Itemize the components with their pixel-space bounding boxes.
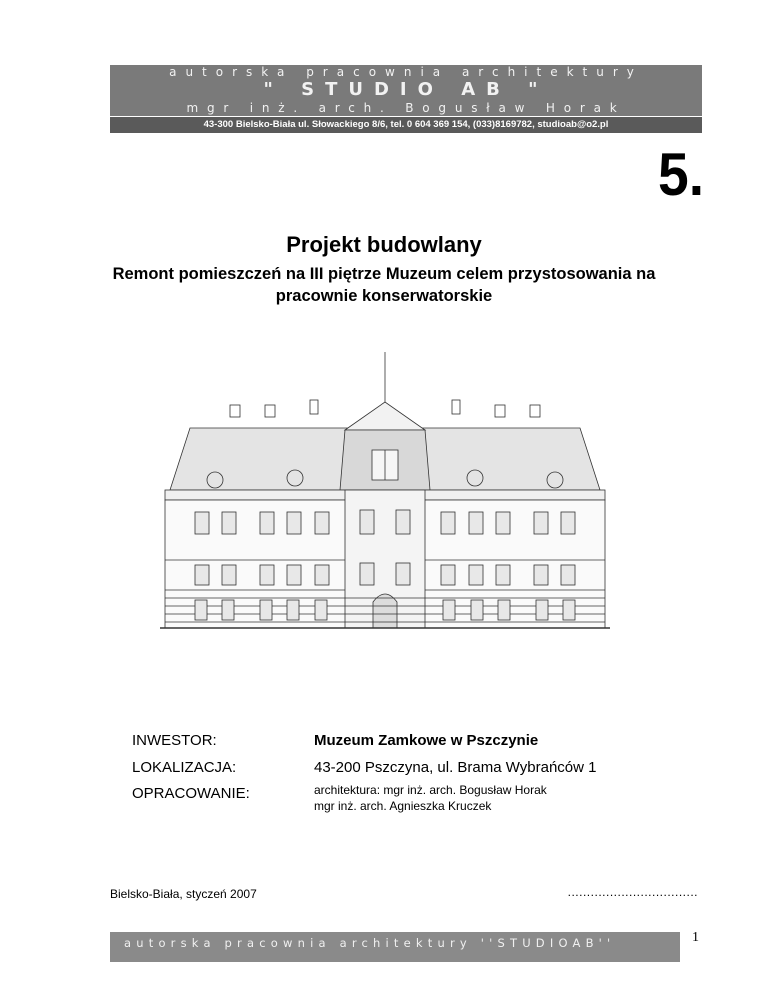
signature-line: ..................................: [567, 885, 698, 899]
header-studio-name: " STUDIO AB ": [110, 80, 702, 100]
prepared-by-label: OPRACOWANIE:: [132, 785, 250, 802]
location-value: 43-200 Pszczyna, ul. Brama Wybrańców 1: [314, 759, 597, 776]
header-address: 43-300 Bielsko-Biała ul. Słowackiego 8/6, tel. 0 604 369 154, (033)8169782, studioab@o2.pl: [110, 117, 702, 133]
page-number: 1: [692, 930, 699, 945]
building-facade-illustration: [160, 350, 610, 632]
document-number: 5.: [657, 141, 704, 208]
document-subtitle: Remont pomieszczeń na III piętrze Muzeum celem przystosowania na pracownie konserwatorskie: [112, 265, 656, 305]
footer-band: autorska pracownia architektury ''STUDIOAB'': [110, 932, 680, 962]
header-architect-name: mgr inż. arch. Bogusław Horak: [110, 100, 702, 116]
investor-label: INWESTOR:: [132, 732, 217, 749]
place-and-date: Bielsko-Biała, styczeń 2007: [110, 887, 257, 901]
document-title: Projekt budowlany: [286, 232, 482, 257]
location-label: LOKALIZACJA:: [132, 759, 237, 776]
prepared-by-line-1: architektura: mgr inż. arch. Bogusław Horak: [314, 783, 547, 797]
header-line-studio-type: autorska pracownia architektury: [110, 65, 702, 80]
prepared-by-line-2: mgr inż. arch. Agnieszka Kruczek: [314, 799, 492, 813]
investor-value: Muzeum Zamkowe w Pszczynie: [314, 732, 539, 749]
